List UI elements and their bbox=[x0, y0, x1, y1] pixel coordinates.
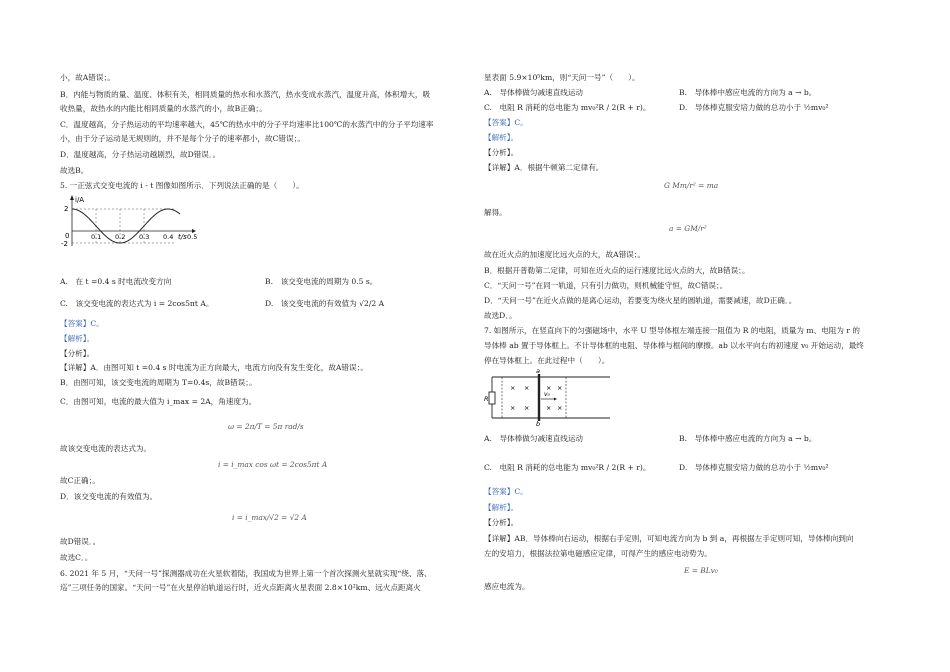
option-c-explanation: C．温度越高，分子热运动的平均速率越大，45℃的热水中的分子平均速率比100℃的水蒸汽中的分子平均速率 bbox=[60, 120, 434, 129]
x-tick-label: 0.4 bbox=[163, 233, 174, 241]
magnetic-field-cross: × bbox=[510, 404, 516, 412]
y-axis-label: i/A bbox=[75, 196, 85, 204]
equation: i = i_max cos ωt = 2cos5πt A bbox=[218, 460, 328, 469]
magnetic-field-cross: × bbox=[546, 404, 552, 412]
equation: a = GM/r² bbox=[669, 224, 707, 233]
answer-tag: 【答案】C。 bbox=[60, 319, 104, 328]
text-line: 收热量，故热水的内能比相同质量的水蒸汽的小，故B正确；。 bbox=[60, 104, 267, 113]
answer-choice: 故选D．。 bbox=[484, 311, 517, 320]
current-time-graph bbox=[60, 194, 200, 250]
text-line: 小，由于分子运动是无规则的，并不是每个分子的速率都小，故C错误；。 bbox=[60, 134, 306, 143]
answer-tag: 【答案】C。 bbox=[484, 118, 528, 127]
y-tick-label: -2 bbox=[61, 240, 68, 248]
option-d: D. 导体棒克服安培力做的总功小于 ½mv₀² bbox=[679, 463, 829, 472]
bar-label-a: a bbox=[536, 368, 540, 375]
detail-line: 故C正确；。 bbox=[60, 476, 100, 485]
x-axis-label: t/s bbox=[178, 233, 187, 241]
analysis-tag: 【解析】。 bbox=[60, 334, 95, 343]
answer-tag: 【答案】C。 bbox=[484, 487, 528, 496]
question-6: 6. 2021 年 5 月，“天问一号”探测器成功在火星软着陆，我国成为世界上第一个首次探测火星就实现“绕、落、 bbox=[60, 569, 432, 578]
detail-line: B．由图可知，该交变电流的周期为 T=0.4s，故B错误；。 bbox=[60, 378, 257, 387]
magnetic-field-cross: × bbox=[524, 404, 530, 412]
option-a: A. 在 t =0.4 s 时电流改变方向 bbox=[60, 277, 172, 286]
circuit-figure bbox=[484, 368, 614, 426]
bar-label-b: b bbox=[536, 420, 541, 426]
resistor-label: R bbox=[484, 395, 489, 403]
equation: i = i_max/√2 = √2 A bbox=[232, 513, 307, 522]
answer-choice: 故选C．。 bbox=[60, 553, 93, 562]
detail-line: 【详解】AB．导体棒向右运动，根据右手定则，可知电流方向为 b 到 a，再根据左手定则可知，导体棒向到向 bbox=[484, 534, 854, 543]
velocity-label: v₀ bbox=[544, 391, 550, 398]
analysis-tag: 【解析】。 bbox=[484, 133, 519, 142]
option-b: B. 导体棒中感应电流的方向为 a → b。 bbox=[679, 88, 817, 97]
magnetic-field-cross: × bbox=[557, 404, 563, 412]
detail-line: D．“天问一号”在近火点做的是离心运动，若要变为绕火星的圆轨道，需要减速，故D正确．。 bbox=[484, 296, 797, 305]
question-7: 7. 如图所示，在竖直向下的匀强磁场中，水平 U 型导体框左端连接一阻值为 R 的电阻，质量为 m、电阻为 r 的 bbox=[484, 326, 861, 335]
velocity-arrow-icon bbox=[554, 398, 557, 401]
text-line: 小，故A错误；。 bbox=[60, 73, 115, 82]
option-d: D. 导体棒克服安培力做的总功小于 ½mv₀² bbox=[679, 103, 829, 112]
detail-line: 感应电流为。 bbox=[484, 582, 530, 591]
detail-line: 【详解】A．根据牛顿第二定律有。 bbox=[484, 163, 604, 172]
option-c: C. 电阻 R 消耗的总电能为 mv₀²R / 2(R + r)。 bbox=[484, 103, 651, 112]
option-b: B. 该交变电流的周期为 0.5 s。 bbox=[265, 277, 378, 286]
option-d: D. 该交变电流的有效值为 √2/2 A bbox=[265, 299, 385, 308]
detail-line: B．根据开普勒第二定律，可知在近火点的运行速度比远火点的大，故B错误；。 bbox=[484, 266, 750, 275]
question-5: 5. 一正弦式交变电流的 i - t 图像如图所示．下列说法正确的是（ ）。 bbox=[60, 181, 304, 190]
y-tick-label: 0 bbox=[65, 232, 70, 240]
magnetic-field-cross: × bbox=[557, 384, 563, 392]
magnetic-field-cross: × bbox=[546, 384, 552, 392]
magnetic-field-cross: × bbox=[510, 384, 516, 392]
option-b-explanation: B．内能与物质的量、温度、体积有关，相同质量的热水和水蒸汽，热水变成水蒸汽，温度升高，体积增大，吸 bbox=[60, 90, 431, 99]
detail-line: C．“天问一号”在同一轨道，只有引力做功，则机械能守恒，故C错误；。 bbox=[484, 281, 728, 290]
detail-line: 故该交变电流的表达式为。 bbox=[60, 444, 152, 453]
option-b: B. 导体棒中感应电流的方向为 a → b。 bbox=[679, 434, 817, 443]
x-tick-label: 0.3 bbox=[139, 233, 150, 241]
question-7-cont: 导体棒 ab 置于导体框上。不计导体框的电阻、导体棒与框间的摩擦。ab 以水平向右的初速度 v₀ 开始运动，最终 bbox=[484, 341, 864, 350]
equation: G Mm/r² = ma bbox=[664, 181, 719, 190]
equation: E = BLv₀ bbox=[684, 566, 718, 575]
detail-line: 解得。 bbox=[484, 208, 507, 217]
detail-line: 左的安培力，根据法拉第电磁感应定律，可得产生的感应电动势为。 bbox=[484, 549, 712, 558]
question-6-cont: 星表面 5.9×10⁵km，则“天问一号”（ ）。 bbox=[484, 73, 640, 82]
answer-choice: 故选B。 bbox=[60, 166, 89, 175]
option-c: C. 该交变电流的表达式为 i = 2cos5πt A。 bbox=[60, 299, 214, 308]
fenxi-tag: 【分析】。 bbox=[484, 148, 519, 157]
option-c: C. 电阻 R 消耗的总电能为 mv₀²R / 2(R + r)。 bbox=[484, 463, 651, 472]
fenxi-tag: 【分析】。 bbox=[60, 349, 95, 358]
option-a: A. 导体棒做匀减速直线运动 bbox=[484, 88, 584, 97]
y-tick-label: 2 bbox=[64, 205, 69, 213]
detail-line: 故在近火点的加速度比远火点的大，故A错误；。 bbox=[484, 250, 646, 259]
detail-line: D．该交变电流的有效值为。 bbox=[60, 492, 158, 501]
analysis-tag: 【解析】。 bbox=[484, 503, 519, 512]
x-tick-label: 0.2 bbox=[115, 233, 126, 241]
option-a: A. 导体棒做匀减速直线运动 bbox=[484, 434, 584, 443]
question-7-cont: 停在导体框上。在此过程中（ ）。 bbox=[484, 356, 610, 365]
detail-line: 【详解】A．由图可知 t =0.4 s 时电流为正方向最大，电流方向没有发生变化，故A错误；。 bbox=[60, 363, 368, 372]
detail-line: C．由图可知，电流的最大值为 i_max = 2A，角速度为。 bbox=[60, 397, 257, 406]
option-d-explanation: D．温度越高，分子热运动越剧烈，故D错误．。 bbox=[60, 150, 221, 159]
x-tick-label: 0.1 bbox=[91, 233, 102, 241]
magnetic-field-cross: × bbox=[524, 384, 530, 392]
equation: ω = 2π/T = 5π rad/s bbox=[228, 422, 304, 431]
question-6-cont: 巡”三项任务的国家。“天问一号”在火星停泊轨道运行时，近火点距离火星表面 2.8×10²km、远火点距离火 bbox=[60, 583, 421, 592]
x-tick-label: 0.5 bbox=[187, 233, 198, 241]
resistor-R bbox=[489, 392, 495, 404]
y-axis-arrow-icon bbox=[70, 195, 74, 200]
detail-line: 故D错误．。 bbox=[60, 537, 101, 546]
fenxi-tag: 【分析】。 bbox=[484, 518, 519, 527]
